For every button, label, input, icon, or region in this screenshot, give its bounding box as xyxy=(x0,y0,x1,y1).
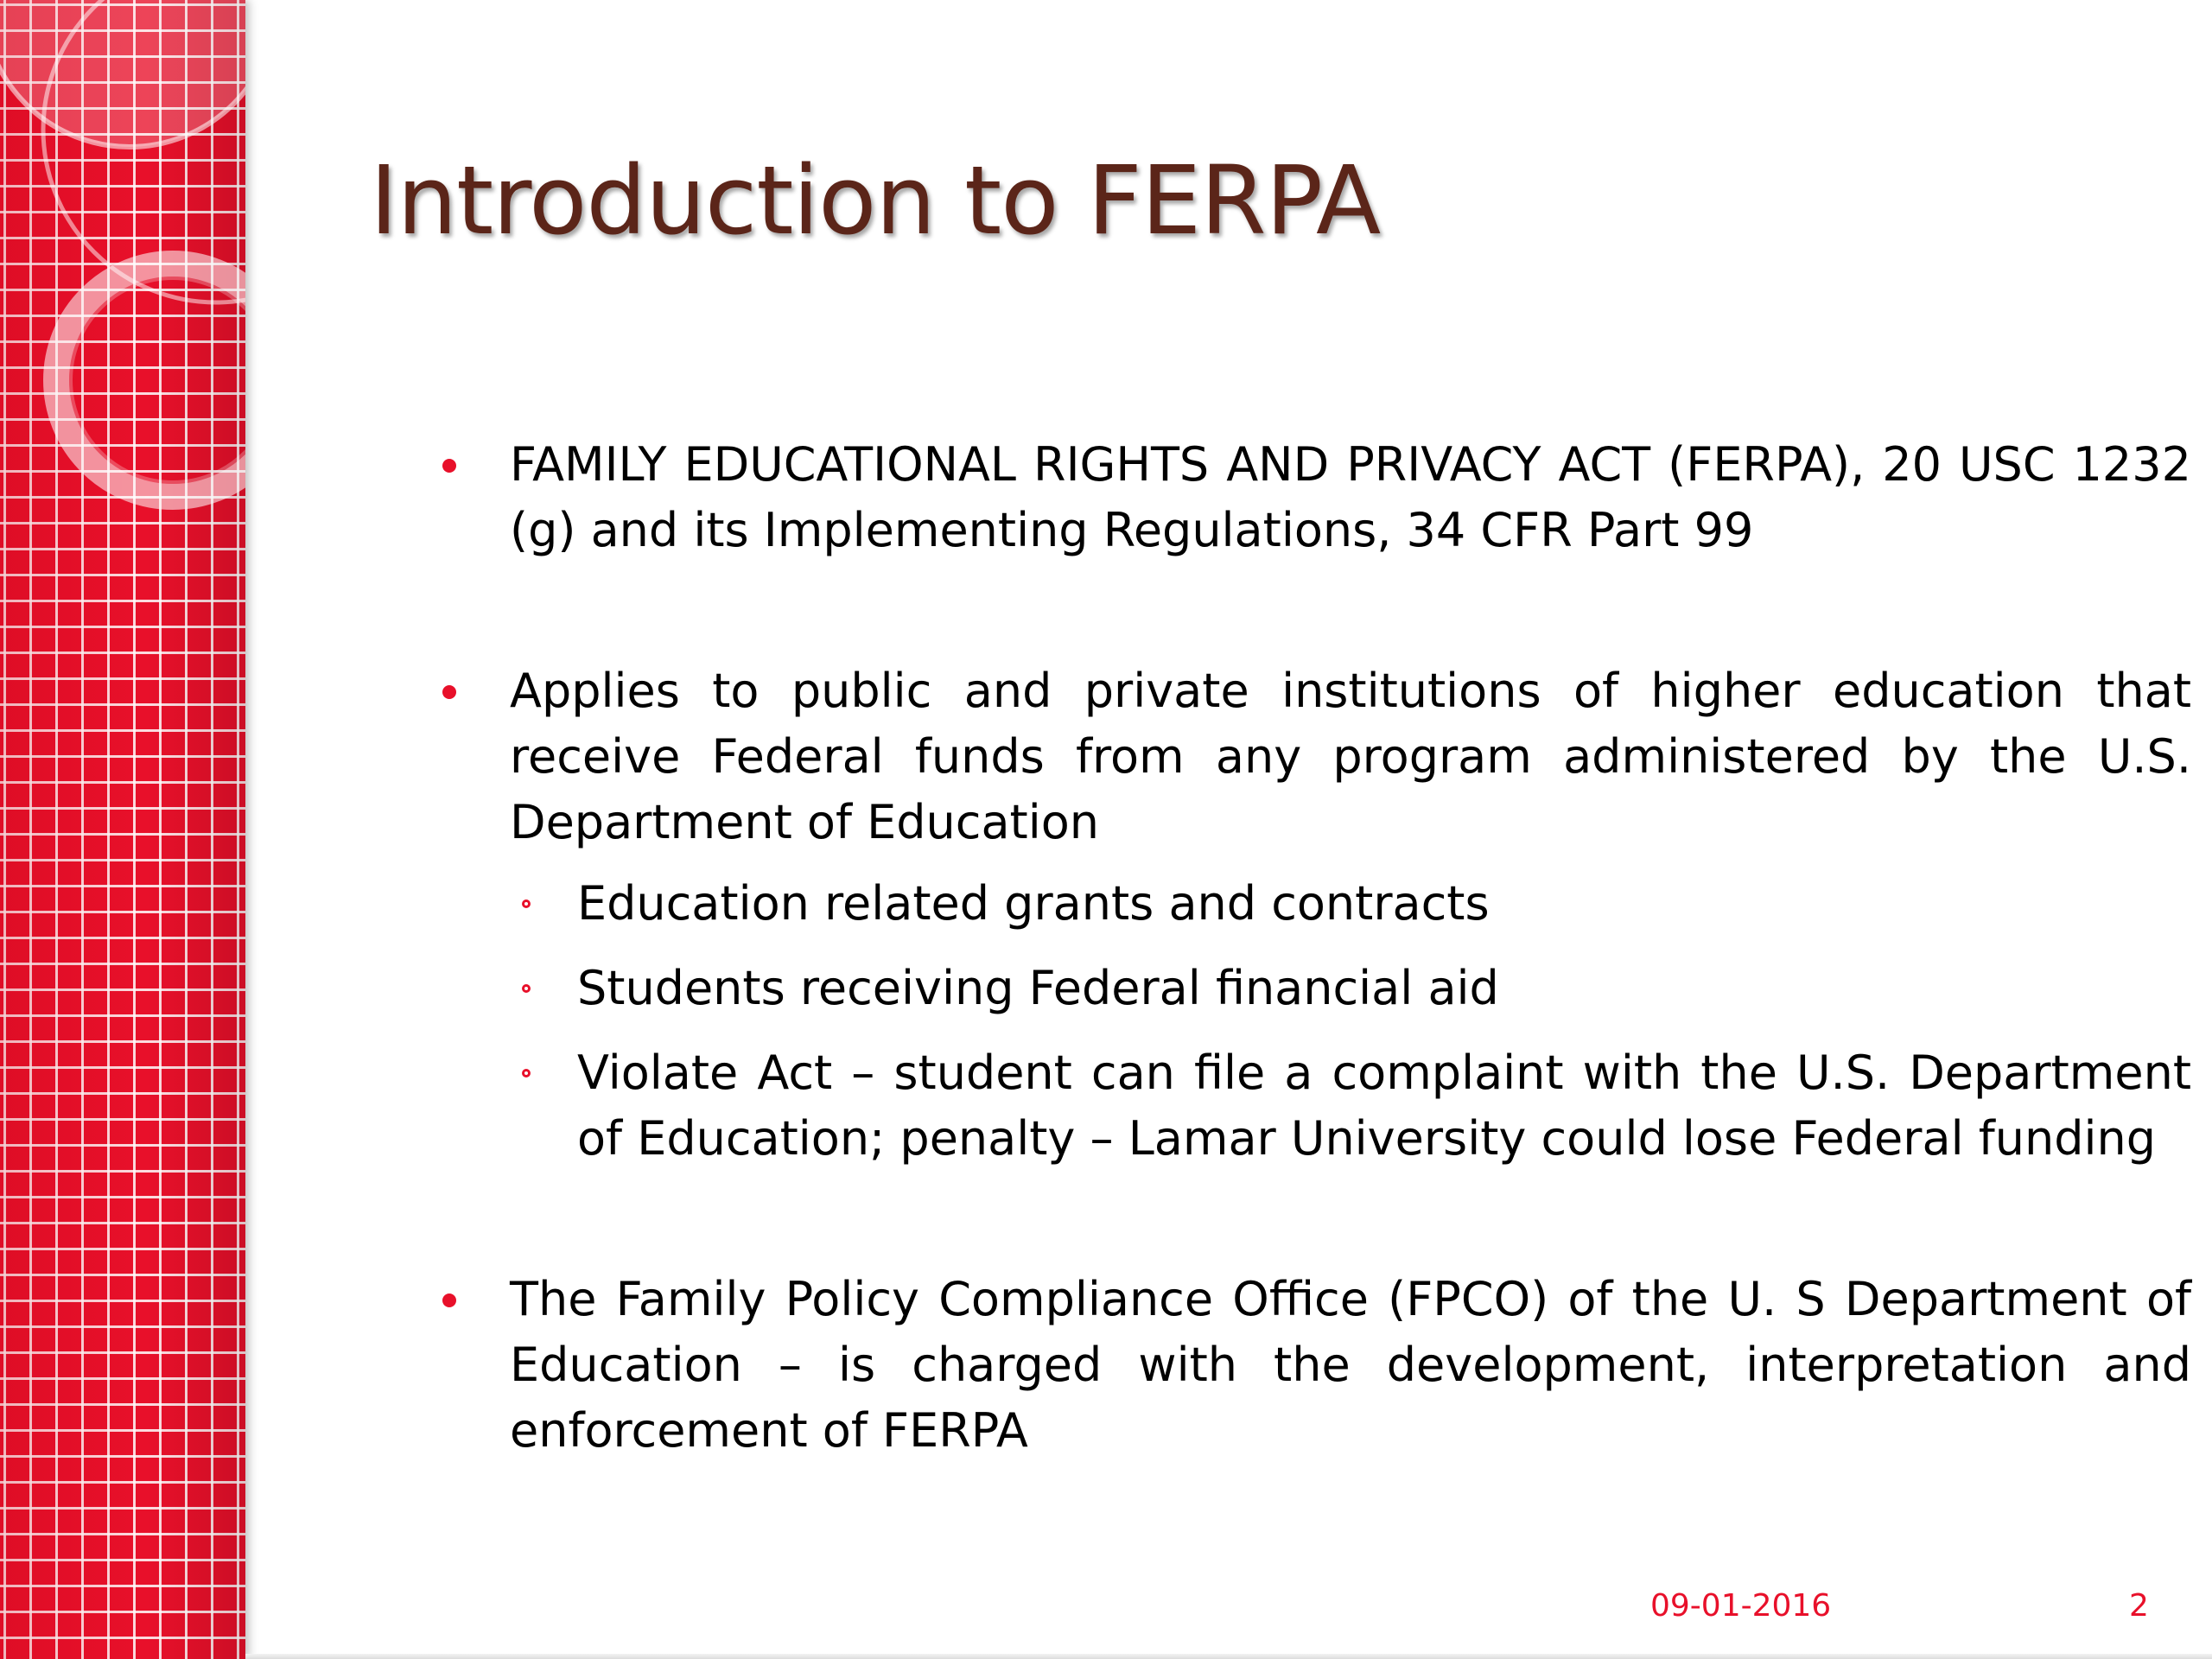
sub-bullet-item xyxy=(510,956,2191,1021)
bullet-dot-icon xyxy=(442,459,456,473)
bullet-ring-icon xyxy=(522,984,531,993)
bullet-text: FAMILY EDUCATIONAL RIGHTS AND PRIVACY ACT (FERPA), 20 USC 1232 (g) and its Implementing Regulations, 34 CFR Part 99 xyxy=(510,437,2191,557)
sub-bullet-text: Violate Act – student can file a complaint with the U.S. Department of Education; penalty – Lamar University could lose Federal funding xyxy=(577,1046,2191,1166)
bullet-dot-icon xyxy=(442,1294,456,1307)
slide-content xyxy=(437,432,2191,1464)
sub-bullet-text: Education related grants and contracts xyxy=(577,876,1490,931)
bullet-dot-icon xyxy=(442,685,456,699)
bullet-text: The Family Policy Compliance Office (FPCO) of the U. S Department of Education – is charged with the development, interpretation and enforcement of FERPA xyxy=(510,1272,2191,1458)
bullet-item xyxy=(437,658,2191,855)
bottom-divider xyxy=(245,1654,2212,1659)
sub-bullet-text: Students receiving Federal financial aid xyxy=(577,961,1499,1015)
footer-date: 09-01-2016 xyxy=(1650,1588,1832,1624)
bullet-ring-icon xyxy=(522,899,531,908)
bullet-item xyxy=(437,1267,2191,1464)
bullet-item xyxy=(437,432,2191,563)
bullet-text: Applies to public and private institutions of higher education that receive Federal funds from any program administered by the U.S. Department of Education xyxy=(510,664,2191,849)
sub-bullet-item xyxy=(510,1040,2191,1172)
decorative-circles xyxy=(0,0,245,553)
bullet-ring-icon xyxy=(522,1069,531,1077)
slide-page-number: 2 xyxy=(2129,1588,2149,1624)
decorative-side-band xyxy=(0,0,245,1659)
slide-title: Introduction to FERPA xyxy=(370,145,1381,256)
sub-bullet-item xyxy=(510,871,2191,937)
